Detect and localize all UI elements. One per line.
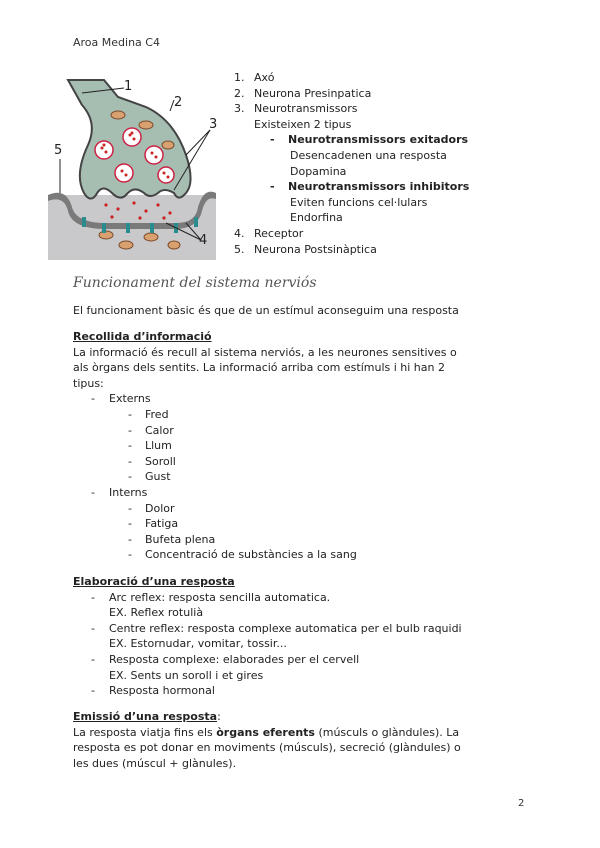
legend-item [234, 242, 469, 258]
legend-inh-row [234, 179, 469, 195]
list-item-example: EX. Reflex rotulià [109, 606, 204, 620]
list-item-interns [73, 485, 533, 501]
dash: - [128, 532, 132, 546]
list-item-example: EX. Sents un soroll i et gires [109, 668, 264, 682]
legend-item [234, 101, 469, 117]
list-item-text: Dolor [145, 501, 175, 515]
legend-item [234, 70, 469, 86]
list-item [73, 547, 533, 563]
emissio-organs-eferents: òrgans eferents [216, 725, 315, 739]
dash: - [128, 501, 132, 515]
page-number: 2 [518, 798, 525, 809]
legend-inh-title: Neurotransmissors inhibitors [288, 180, 470, 194]
recollida-heading: Recollida d’informació [73, 330, 212, 343]
externs-label: Externs [109, 392, 151, 406]
legend-exc-desc: Desencadenen una resposta [290, 148, 447, 162]
emissio-text-a: La resposta viatja fins els [73, 725, 217, 739]
diagram-legend [234, 70, 469, 257]
dash: - [91, 684, 95, 698]
emissio-heading: Emissió d’una resposta [73, 710, 218, 723]
dash: - [91, 392, 95, 406]
legend-exc-row [234, 132, 469, 148]
legend-label: Neurona Postsinàptica [254, 242, 377, 256]
list-item-text: Fatiga [145, 517, 179, 531]
emissio-line-1 [73, 725, 533, 741]
legend-types-text: Existeixen 2 tipus [254, 117, 352, 131]
list-item [73, 407, 533, 423]
dash: - [128, 423, 132, 437]
list-item-text: Arc reflex: resposta sencilla automatica. [109, 590, 331, 604]
list-item [73, 454, 533, 470]
dash: - [128, 470, 132, 484]
dash: - [91, 621, 95, 635]
legend-item [234, 86, 469, 102]
list-item-text: Llum [145, 439, 172, 453]
list-item-text: Fred [145, 407, 169, 421]
emissio-line-3: les dues (múscul + glànules). [73, 756, 237, 770]
legend-number: 2. [234, 86, 245, 100]
list-item-externs [73, 391, 533, 407]
list-item-text: Concentració de substàncies a la sang [145, 548, 357, 562]
legend-label: Axó [254, 71, 275, 84]
legend-exc-title: Neurotransmissors exitadors [288, 133, 469, 147]
dash: - [128, 454, 132, 468]
intro-paragraph: El funcionament bàsic és que de un estímul aconseguim una resposta [73, 304, 459, 317]
legend-item [234, 226, 469, 242]
list-item-text: Resposta complexe: elaborades per el cervell [109, 652, 360, 666]
legend-number: 1. [234, 71, 245, 84]
elaboracio-heading: Elaboració d’una resposta [73, 575, 235, 588]
list-item-text: Soroll [145, 454, 176, 468]
list-item [73, 652, 533, 668]
legend-label: Neurona Presinpatica [254, 86, 372, 100]
list-item [73, 532, 533, 548]
emissio-heading-row [73, 709, 533, 725]
legend-number: 4. [234, 226, 245, 240]
list-item [73, 516, 533, 532]
dash: - [128, 548, 132, 562]
recollida-line-1: La informació és recull al sistema nerviós, a les neurones sensitives o [73, 345, 457, 359]
recollida-line-2: als òrgans dels sentits. La informació arriba com estímuls i hi han 2 [73, 361, 445, 375]
legend-label: Receptor [254, 226, 304, 240]
recollida-line-3: tipus: [73, 376, 104, 390]
diagram-label-1: 1 [124, 79, 133, 94]
emissio-line-2: resposta es pot donar en moviments (músculs), secreció (glàndules) o [73, 741, 461, 755]
elaboracio-section [73, 574, 533, 699]
diagram-label-5: 5 [54, 143, 63, 158]
dash: - [128, 517, 132, 531]
list-item-text: Calor [145, 423, 174, 437]
dash: - [270, 133, 275, 147]
section-title: Funcionament del sistema nerviós [73, 275, 317, 291]
synapse-diagram [46, 75, 218, 268]
diagram-label-4: 4 [199, 233, 208, 248]
list-item-text: Gust [145, 470, 171, 484]
dash: - [91, 652, 95, 666]
emissio-colon: : [217, 710, 221, 723]
dash: - [270, 180, 275, 194]
list-item [73, 469, 533, 485]
list-item-text: Centre reflex: resposta complexe automatica per el bulb raquidi [109, 621, 462, 635]
list-item [73, 438, 533, 454]
interns-label: Interns [109, 485, 148, 499]
dash: - [91, 485, 95, 499]
emissio-section [73, 709, 533, 771]
list-item [73, 621, 533, 637]
diagram-label-2: 2 [174, 95, 183, 110]
legend-number: 5. [234, 242, 245, 256]
list-item [73, 501, 533, 517]
list-item [73, 423, 533, 439]
legend-label: Neurotransmissors [254, 102, 358, 116]
emissio-text-c: (músculs o glàndules). La [314, 725, 460, 739]
legend-exc-example: Dopamina [290, 164, 347, 178]
dash: - [91, 590, 95, 604]
dash: - [128, 439, 132, 453]
dash: - [128, 407, 132, 421]
list-item-example: EX. Estornudar, vomitar, tossir... [109, 637, 287, 651]
synapse-illustration [46, 75, 218, 265]
list-item-text: Resposta hormonal [109, 684, 215, 698]
legend-inh-example: Endorfina [290, 211, 343, 225]
diagram-label-3: 3 [209, 117, 218, 132]
list-item-text: Bufeta plena [145, 532, 216, 546]
page-header-author: Aroa Medina C4 [73, 36, 160, 49]
recollida-section [73, 329, 533, 563]
legend-inh-desc: Eviten funcions cel·lulars [290, 195, 428, 209]
list-item [73, 590, 533, 606]
legend-number: 3. [234, 102, 245, 116]
list-item [73, 683, 533, 699]
